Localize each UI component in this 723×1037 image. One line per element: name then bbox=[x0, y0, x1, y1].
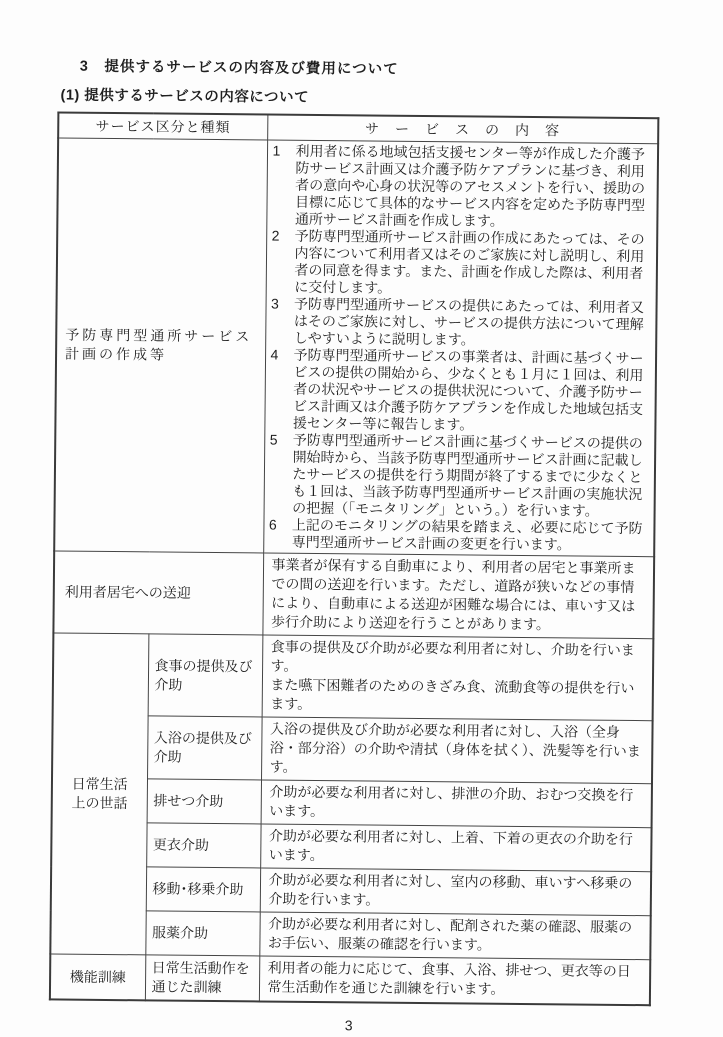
table-row-functional-training bbox=[50, 954, 650, 1005]
subcategory-mobility-assist: 移動･移乗介助 bbox=[146, 867, 260, 912]
meal-assist-content: 食事の提供及び介助が必要な利用者に対し、介助を行います。 また嚥下困難者のためのきざみ食、流動食等の提供を行います。 bbox=[262, 635, 654, 721]
medication-assist-content: 介助が必要な利用者に対し、配剤された薬の確認、服薬のお手伝い、服薬の確認を行います。 bbox=[259, 912, 650, 960]
functional-training-content: 利用者の能力に応じて、食事、入浴、排せつ、更衣等の日常生活動作を通じた訓練を行います。 bbox=[259, 956, 650, 1005]
subcategory-daily-living-training: 日常生活動作を通じた訓練 bbox=[145, 955, 259, 1002]
item-text: 上記のモニタリングの結果を踏まえ、必要に応じて予防専門型通所サービス計画の変更を行います。 bbox=[291, 516, 643, 553]
item-text: 利用者に係る地域包括支援センター等が作成した介護予防サービス計画又は介護予防ケアプランに基づき、利用者の意向や心身の状況等のアセスメントを行い、援助の 目標に応じて具体的なサービス内容を定めた予防専門型通所サービス計画を作成します。 bbox=[294, 142, 660, 229]
column-header-category: サービス区分と種類 bbox=[58, 112, 267, 140]
service-content-table bbox=[49, 111, 660, 1006]
item-number: 3 bbox=[271, 295, 279, 312]
table-row-plan-creation bbox=[54, 138, 658, 557]
category-daily-care: 日常生活 上の世話 bbox=[50, 633, 148, 955]
plan-item-2 bbox=[271, 228, 650, 300]
plan-item-6 bbox=[269, 517, 648, 555]
item-number: 2 bbox=[271, 227, 280, 244]
plan-item-5 bbox=[269, 432, 648, 521]
subcategory-meal-assist: 食事の提供及び介助 bbox=[148, 634, 263, 717]
item-number: 5 bbox=[269, 431, 278, 448]
item-text: 予防専門型通所サービス計画の作成にあたっては、その内容について利用者又はそのご家族に対し説明し、利用者の同意を得ます。また、計画を作成した際は、利用者に交付します。 bbox=[294, 227, 645, 296]
item-number: 4 bbox=[270, 346, 279, 363]
excretion-assist-content: 介助が必要な利用者に対し、排泄の介助、おむつ交換を行います。 bbox=[261, 780, 652, 828]
plan-items-cell bbox=[263, 140, 658, 557]
subcategory-dressing-assist: 更衣介助 bbox=[146, 823, 260, 868]
column-header-service-content: サ ー ビ ス の 内 容 bbox=[267, 114, 658, 143]
mobility-assist-content: 介助が必要な利用者に対し、室内の移動、車いすへ移乗の介助を行います。 bbox=[260, 868, 651, 916]
page-number: 3 bbox=[344, 1017, 353, 1034]
table-row-transport bbox=[53, 551, 654, 639]
item-text: 予防専門型通所サービス計画に基づくサービスの提供の開始時から、当該予防専門型通所サービス計画に記載したサービスの提供を行う期間が終了するまでに少なくとも１回は、当該予防専門型通所サービス計画の実施状況の把握（「モニタリング」という。）を行います。 bbox=[292, 431, 643, 519]
transport-content: 事業者が保有する自動車により、利用者の居宅と事業所までの間の送迎を行います。ただし、道路が狭いなどの事情により、自動車による送迎が困難な場合には、車いす又は歩行介助により送迎を行うことがあります。 bbox=[262, 553, 654, 639]
plan-item-4 bbox=[270, 347, 649, 436]
category-plan-creation: 予防専門型通所サービス 計画の作成等 bbox=[54, 138, 267, 553]
category-functional-training: 機能訓練 bbox=[50, 954, 145, 1000]
item-number: 6 bbox=[268, 516, 277, 533]
category-transport: 利用者居宅への送迎 bbox=[53, 551, 263, 635]
dressing-assist-content: 介助が必要な利用者に対し、上着、下着の更衣の介助を行います。 bbox=[260, 824, 651, 872]
section-subtitle: (1) 提供するサービスの内容について bbox=[60, 87, 310, 106]
subcategory-bath-assist: 入浴の提供及び介助 bbox=[147, 716, 262, 780]
item-text: 予防専門型通所サービスの事業者は、計画に基づくサービスの提供の開始から、少なくとも１月に１回は、利用者の状況やサービスの提供状況について、介護予防サービス計画又は介護予防ケアプランを作成した地域包括支援センター等に報告します。 bbox=[292, 346, 644, 433]
plan-item-1 bbox=[272, 142, 660, 232]
subcategory-medication-assist: 服薬介助 bbox=[145, 911, 259, 956]
plan-item-3 bbox=[271, 296, 650, 351]
section-title: 3 提供するサービスの内容及び費用について bbox=[79, 58, 399, 78]
table-row-meal-assist bbox=[53, 633, 654, 721]
bath-assist-content: 入浴の提供及び介助が必要な利用者に対し、入浴（全身浴・部分浴）の介助や清拭（身体を拭く）、洗髪等を行います。 bbox=[261, 717, 653, 784]
item-number: 1 bbox=[272, 142, 281, 159]
subcategory-excretion-assist: 排せつ介助 bbox=[147, 779, 261, 824]
item-text: 予防専門型通所サービスの提供にあたっては、利用者又はそのご家族に対し、サービスの提供方法について理解しやすいように説明します。 bbox=[293, 295, 645, 348]
